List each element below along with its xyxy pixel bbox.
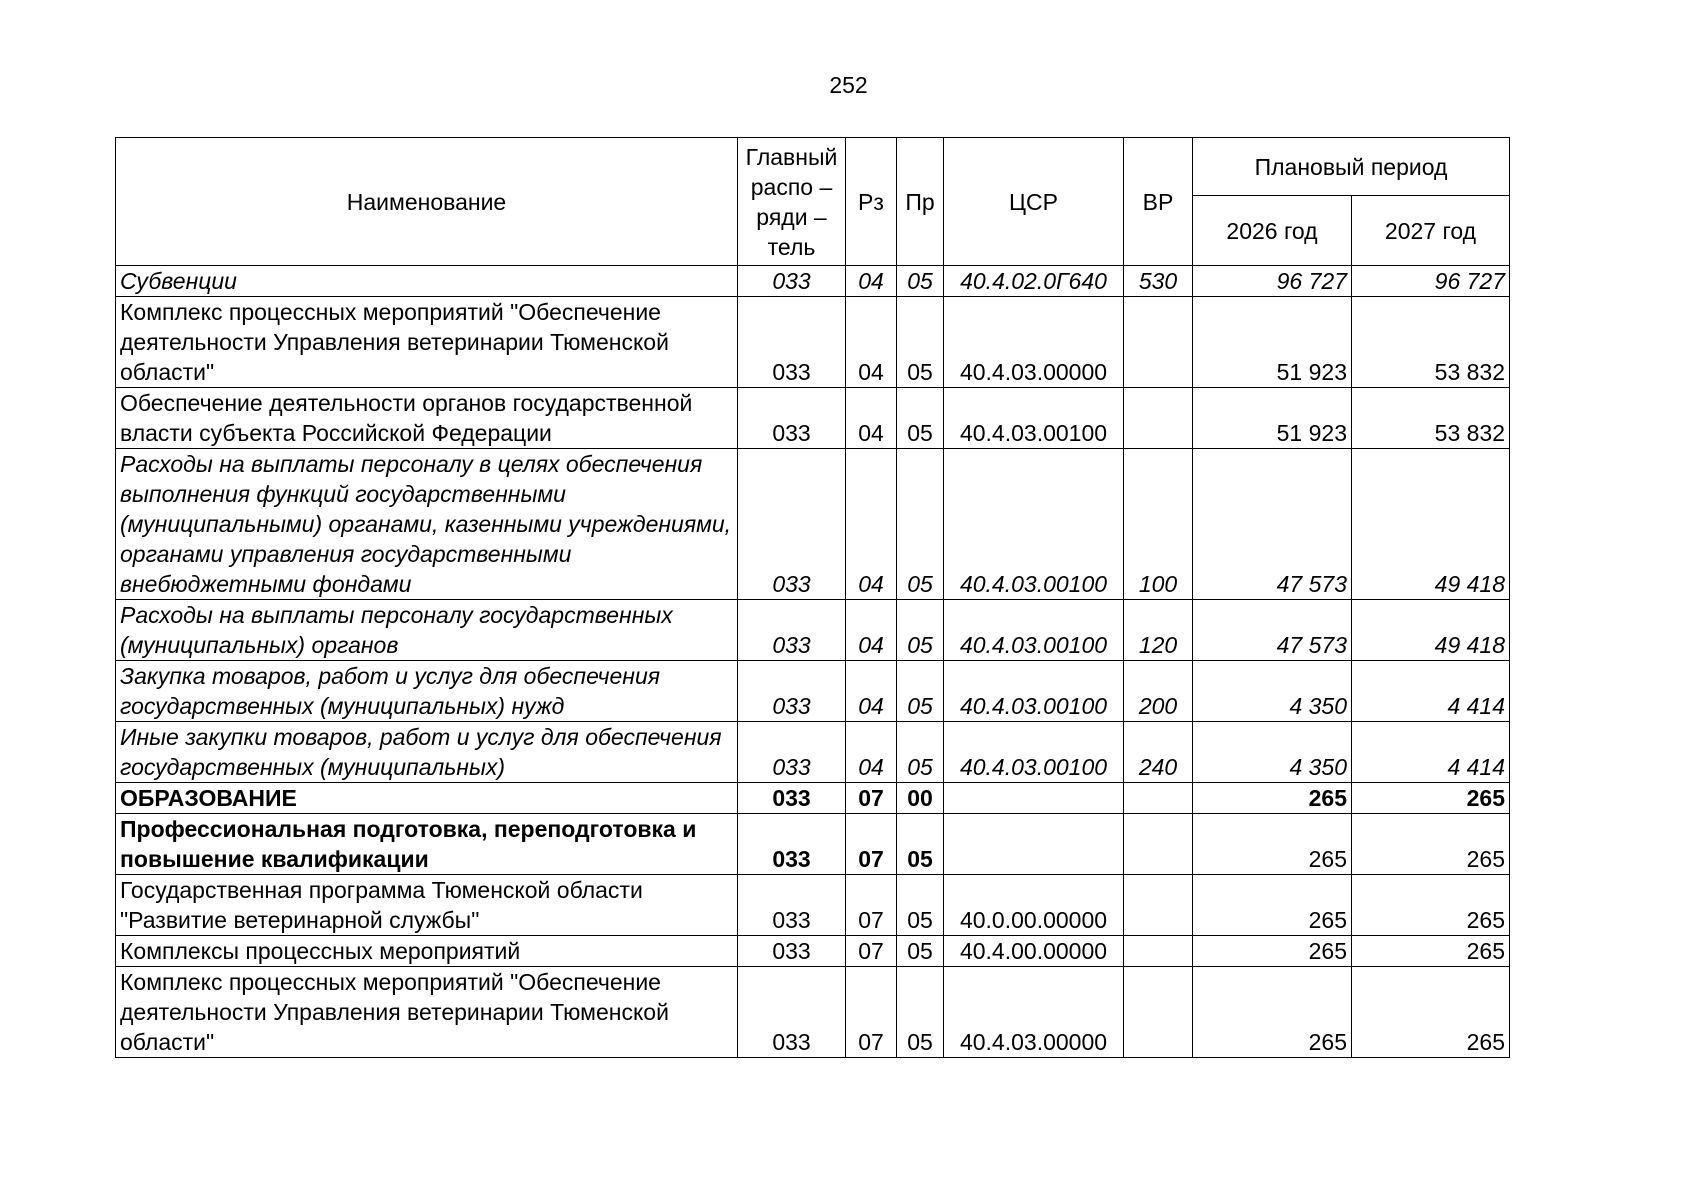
header-rz: Рз: [846, 138, 897, 266]
cell-name: Расходы на выплаты персоналу государственных (муниципальных) органов: [116, 600, 738, 661]
cell-2027: 4 414: [1352, 661, 1510, 722]
cell-vr: [1124, 936, 1193, 967]
cell-csr: 40.4.03.00100: [944, 449, 1124, 600]
cell-name: Субвенции: [116, 266, 738, 297]
cell-main-manager: 033: [738, 449, 846, 600]
table-row: [116, 449, 1510, 600]
cell-main-manager: 033: [738, 967, 846, 1058]
table-row: [116, 936, 1510, 967]
cell-pr: 05: [897, 297, 944, 388]
cell-main-manager: 033: [738, 814, 846, 875]
cell-pr: 05: [897, 449, 944, 600]
cell-csr: [944, 814, 1124, 875]
cell-main-manager: 033: [738, 388, 846, 449]
cell-vr: 200: [1124, 661, 1193, 722]
cell-csr: 40.4.03.00000: [944, 967, 1124, 1058]
cell-rz: 07: [846, 967, 897, 1058]
cell-main-manager: 033: [738, 722, 846, 783]
cell-name: Государственная программа Тюменской области "Развитие ветеринарной службы": [116, 875, 738, 936]
cell-rz: 07: [846, 936, 897, 967]
cell-name: Расходы на выплаты персоналу в целях обеспечения выполнения функций государственными (муниципальными) органами, казенными учреждениями, органами управления государственными внебюджетными фондами: [116, 449, 738, 600]
cell-csr: 40.4.03.00000: [944, 297, 1124, 388]
cell-name: Комплексы процессных мероприятий: [116, 936, 738, 967]
header-year-2027: 2027 год: [1352, 196, 1510, 266]
cell-2026: 265: [1193, 967, 1352, 1058]
cell-csr: 40.4.00.00000: [944, 936, 1124, 967]
cell-main-manager: 033: [738, 600, 846, 661]
cell-rz: 07: [846, 783, 897, 814]
cell-vr: 240: [1124, 722, 1193, 783]
header-csr: ЦСР: [944, 138, 1124, 266]
cell-2026: 51 923: [1193, 388, 1352, 449]
header-planned-period: Плановый период: [1193, 138, 1510, 196]
cell-rz: 04: [846, 600, 897, 661]
cell-2026: 47 573: [1193, 449, 1352, 600]
cell-vr: [1124, 967, 1193, 1058]
cell-csr: 40.0.00.00000: [944, 875, 1124, 936]
cell-2027: 265: [1352, 814, 1510, 875]
table-row: [116, 967, 1510, 1058]
table-body: [116, 266, 1510, 1058]
cell-2026: 47 573: [1193, 600, 1352, 661]
table-row: [116, 661, 1510, 722]
cell-vr: 120: [1124, 600, 1193, 661]
cell-2026: 265: [1193, 814, 1352, 875]
cell-csr: 40.4.02.0Г640: [944, 266, 1124, 297]
cell-rz: 04: [846, 661, 897, 722]
cell-2027: 265: [1352, 875, 1510, 936]
cell-rz: 04: [846, 449, 897, 600]
cell-name: Комплекс процессных мероприятий "Обеспечение деятельности Управления ветеринарии Тюменской области": [116, 967, 738, 1058]
cell-pr: 05: [897, 875, 944, 936]
cell-rz: 07: [846, 814, 897, 875]
cell-2026: 51 923: [1193, 297, 1352, 388]
table-row: [116, 297, 1510, 388]
cell-csr: 40.4.03.00100: [944, 722, 1124, 783]
cell-pr: 05: [897, 266, 944, 297]
cell-name: ОБРАЗОВАНИЕ: [116, 783, 738, 814]
budget-table: [115, 137, 1510, 1058]
cell-2027: 265: [1352, 967, 1510, 1058]
cell-2027: 4 414: [1352, 722, 1510, 783]
cell-2026: 4 350: [1193, 661, 1352, 722]
cell-csr: 40.4.03.00100: [944, 661, 1124, 722]
cell-rz: 04: [846, 388, 897, 449]
cell-vr: [1124, 875, 1193, 936]
table-row: [116, 783, 1510, 814]
cell-rz: 04: [846, 722, 897, 783]
cell-name: Профессиональная подготовка, переподготовка и повышение квалификации: [116, 814, 738, 875]
cell-name: Иные закупки товаров, работ и услуг для обеспечения государственных (муниципальных): [116, 722, 738, 783]
cell-main-manager: 033: [738, 266, 846, 297]
cell-vr: [1124, 783, 1193, 814]
cell-name: Закупка товаров, работ и услуг для обеспечения государственных (муниципальных) нужд: [116, 661, 738, 722]
cell-2027: 96 727: [1352, 266, 1510, 297]
cell-2026: 265: [1193, 783, 1352, 814]
cell-name: Комплекс процессных мероприятий "Обеспечение деятельности Управления ветеринарии Тюменской области": [116, 297, 738, 388]
cell-csr: 40.4.03.00100: [944, 600, 1124, 661]
table-row: [116, 875, 1510, 936]
cell-2027: 49 418: [1352, 600, 1510, 661]
header-year-2026: 2026 год: [1193, 196, 1352, 266]
cell-name: Обеспечение деятельности органов государственной власти субъекта Российской Федерации: [116, 388, 738, 449]
cell-pr: 05: [897, 600, 944, 661]
cell-rz: 04: [846, 266, 897, 297]
cell-pr: 05: [897, 936, 944, 967]
cell-pr: 05: [897, 722, 944, 783]
cell-2027: 49 418: [1352, 449, 1510, 600]
table-row: [116, 722, 1510, 783]
cell-pr: 00: [897, 783, 944, 814]
cell-2027: 265: [1352, 783, 1510, 814]
cell-vr: [1124, 388, 1193, 449]
cell-main-manager: 033: [738, 936, 846, 967]
cell-vr: 100: [1124, 449, 1193, 600]
cell-main-manager: 033: [738, 875, 846, 936]
cell-2026: 4 350: [1193, 722, 1352, 783]
table-row: [116, 814, 1510, 875]
cell-2026: 265: [1193, 936, 1352, 967]
cell-pr: 05: [897, 814, 944, 875]
cell-vr: [1124, 814, 1193, 875]
cell-rz: 04: [846, 297, 897, 388]
cell-pr: 05: [897, 967, 944, 1058]
page-number: 252: [829, 72, 868, 98]
cell-2027: 265: [1352, 936, 1510, 967]
table-row: [116, 388, 1510, 449]
cell-2027: 53 832: [1352, 297, 1510, 388]
cell-csr: 40.4.03.00100: [944, 388, 1124, 449]
table-row: [116, 266, 1510, 297]
cell-pr: 05: [897, 388, 944, 449]
cell-2026: 265: [1193, 875, 1352, 936]
header-pr: Пр: [897, 138, 944, 266]
cell-main-manager: 033: [738, 661, 846, 722]
cell-csr: [944, 783, 1124, 814]
table-row: [116, 600, 1510, 661]
cell-2026: 96 727: [1193, 266, 1352, 297]
header-main-manager: Главный распо – ряди – тель: [738, 138, 846, 266]
cell-main-manager: 033: [738, 297, 846, 388]
cell-rz: 07: [846, 875, 897, 936]
header-name: Наименование: [116, 138, 738, 266]
cell-vr: [1124, 297, 1193, 388]
header-vr: ВР: [1124, 138, 1193, 266]
cell-pr: 05: [897, 661, 944, 722]
cell-main-manager: 033: [738, 783, 846, 814]
cell-vr: 530: [1124, 266, 1193, 297]
cell-2027: 53 832: [1352, 388, 1510, 449]
